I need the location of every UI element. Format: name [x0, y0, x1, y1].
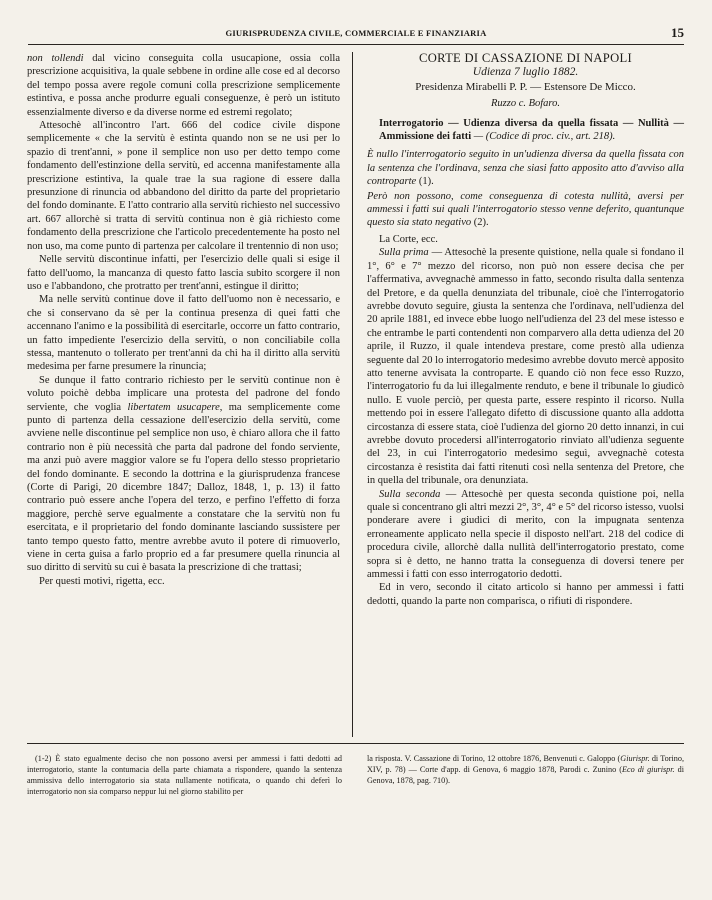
maxim-2 [367, 190, 684, 230]
sulla-prima-label: Sulla prima [379, 247, 429, 259]
subject-code-ref: — (Codice di proc. civ., art. 218). [471, 131, 616, 143]
presidency-line: Presidenza Mirabelli P. P. — Estensore De Micco. [415, 80, 636, 93]
footnote-right-italic-1: Giurispr. [620, 754, 650, 763]
left-column [27, 52, 340, 588]
paragraph-ed-in-vero: Ed in vero, secondo il citato articolo si hanno per ammessi i fatti dedotti, quando la parte non comparisca, o rifiuti di rispondere. [367, 582, 684, 607]
paragraph-sulla-seconda [367, 488, 684, 582]
left-paragraph-3: Nelle servitù discontinue infatti, per l'esercizio delle quali si esige il fatto dell'uomo, la mancanza di questo fatto lascia subito scorgere il non uso e l'abbandono, che protratto per trent'anni, estingue il diritto; [27, 254, 340, 292]
maxim-2-footnote-ref: (2). [473, 217, 489, 229]
court-heading: CORTE DI CASSAZIONE DI NAPOLI [419, 51, 632, 65]
left-paragraph-1 [27, 52, 340, 119]
hearing-date: Udienza 7 luglio 1882. [472, 66, 579, 79]
right-column [367, 52, 684, 608]
footnote-right [367, 753, 684, 786]
subject-heading [367, 117, 684, 144]
left-paragraph-2: Attesochè all'incontro l'art. 666 del codice civile dispone semplicemente « che la servitù è estinta quando non se ne usi per lo spazio di trent'anni, » pone il semplice non uso per detto tempo come fondamento dell'estinzione della servitù, ed accenna manifestamente alla prescrizione estintiva, la quale trae la sua ragione di essere dalla presunzione di rinuncia od abbandono del diritto da parte del proprietario del fondo dominante. E l'atto contrario alla servitù richiesto nel successivo art. 667 allorchè si tratta di servitù continua non è già richiesto come fondamento della prescrizione che l'articolo precedentemente ha posto nel non uso, ma come punto di partenza per calcolare il trentennio di non uso; [27, 120, 341, 252]
column-divider [352, 52, 353, 737]
parties-line: Ruzzo c. Bofaro. [490, 98, 561, 110]
p5-text-b: , ma semplicemente come punto di partenza della cessazione dell'esercizio della servitù, come avviene nelle discontinue pel semplice non uso, è chiaro allora che il fatto contrario non è più necessità che parta dal padrone del fondo serviente, ma anzi può avere maggior valore se fu l'opera dello stesso proprietario del fondo dominante. E secondo la dottrina e la giurisprudenza francese (Corte di Parigi, 20 dicembre 1847; Dalloz, 1848, 1, p. 13) il fatto contrario può essere anche l'opera del terzo, e perfino l'effetto di forza maggiore, perchè serve egualmente a constatare che la servitù non fu esercitata, e il proprietario del fondo dominante lasciando sussistere per tanto tempo questo fatto, mentre avrebbe avuto il potere di rimuoverlo, viene in certa guisa a farlo proprio ed a far presumere quella rinuncia al suo diritto di servitù su cui è basata la prescrizione di che trattasi; [27, 401, 340, 574]
footnote-right-italic-2: Eco di giurispr. [621, 765, 675, 774]
left-paragraph-5 [27, 374, 340, 575]
p5-text-a: Se dunque il fatto contrario richiesto per le servitù continue non è voluto poichè debba implicare una protesta del padrone del fondo serviente, che voglia [27, 374, 340, 413]
footnote-rule [27, 743, 684, 744]
footnote-right-text-b: di Torino, XIV, p. 78) — Corte d'app. di Genova, 6 maggio 1878, Parodi c. Zunino ( [367, 754, 684, 774]
p1-italic-lead: non tollendi [27, 53, 84, 64]
court-opening: La Corte, ecc. [379, 233, 438, 245]
page-number: 15 [671, 25, 684, 40]
maxim-2-text: Però non possono, come conseguenza di cotesta nullità, aversi per ammessi i fatti sui quali l'interrogatorio stesso venne deferito, quantunque questo sia stato negativo [367, 190, 684, 229]
footnote-right-text-a: la risposta. V. Cassazione di Torino, 12 ottobre 1876, Benvenuti c. Galoppo ( [367, 754, 621, 763]
paragraph-sulla-prima [367, 246, 684, 487]
maxim-1-footnote-ref: (1). [418, 176, 434, 188]
running-title: GIURISPRUDENZA CIVILE, COMMERCIALE E FINANZIARIA [225, 28, 487, 38]
subject-bold: Interrogatorio — Udienza diversa da quella fissata — Nullità — Ammissione dei fatti [379, 117, 684, 143]
maxim-1 [367, 148, 684, 188]
p1-text: dal vicino conseguita colla usucapione, ossia colla prescrizione acquisitiva, la quale sebbene in ordine alle cose ed al decorso del tempo possa avere regole comuni colla prescrizione semplicemente estintiva, e possa anche produrre eguali conseguenze, è però un istituto essenzialmente diverso e da diverse norme ed estremi regolato; [27, 53, 340, 118]
left-paragraph-4: Ma nelle servitù continue dove il fatto dell'uomo non è necessario, e che si conservano da sè per la continua presenza di quei fatti che accennano l'animo e la possibilità di esercitarle, occorre un fatto contrario, un fatto impediente l'esercizio della servitù, o non conciliabile colla stessa, mantenuto o tollerato per trent'anni da chi ha il diritto alla servitù medesima per farne presumere la rinuncia; [27, 294, 340, 373]
sulla-seconda-text: — Attesochè per questa seconda quistione poi, nella quale si concentrano gli altri mezzi 2°, 3°, 4° e 5° del ricorso istesso, vuolsi ponderare avere i giudici di merito, con la impugnata sentenza erroneamente applicato nella specie il disposto nell'art. 218 del codice di procedura civile, allorchè dalla nullità dell'interrogatorio prestato, come sopra si è detto, ne hanno tratta la conseguenza di doversi tenere per ammessi i fatti con esso interrogatorio dedotti. [367, 488, 684, 581]
footnote-right-text-c: di Genova, 1878, pag. 710). [367, 765, 684, 785]
p5-italic: libertatem usucapere [127, 401, 220, 413]
maxim-1-text: È nullo l'interrogatorio seguito in un'udienza diversa da quella fissata con la sentenza che l'ordinava, senza che siasi fatto apposito atto d'avviso alla controparte [367, 149, 684, 188]
sulla-prima-text: — Attesochè la presente quistione, nella quale si fondano il 1°, 6° e 7° mezzo del ricorso, non può non essere decisa che per l'affermativa, avvegnachè ammesso in fatto, secondo risulta dalla sentenza del Pretore, e da quella denunziata del tribunale, cioè che l'interrogatorio avrebbe dovuto seguire, giusta la sentenza che l'ordinava, nell'udienza del 20 aprile 1881, ed invece ebbe luogo nell'udienza del 23 del mese istesso e che entrambe le parti contendenti non comparvero alla detta udienza del 20 aprile, il Ruzzo, il quale intendeva prestare, come prestò alla udienza seguente dal 20 lo interrogatorio medesimo avrebbe dovuto mercè apposito atto tenerne avvisata la controparte. E quando ciò non fece esso Ruzzo, l'interrogatorio fu da lui illegalmente renduto, e bene il tribunale lo giudicò nullo. E vuole perciò, per questa parte, essere respinto il ricorso. Nulla mettendo poi in essere l'allegato difetto di discussione quanto alla addotta circostanza di essere stata, cioè l'udienza del giorno 20 detto innanzi, in cui avrebbe dovuto procedersi all'interrogatorio rinviato all'udienza seguente del 23, in cui l'interrogatorio medesimo seguì, avvegnachè cotesta circostanza è resistita dai fatti ritenuti così nella sentenza del Pretore, che in quella del tribunale, ora denunziata. [367, 247, 685, 487]
running-header [28, 26, 684, 45]
left-paragraph-6: Per questi motivi, rigetta, ecc. [39, 575, 165, 587]
footnote-left: (1-2) È stato egualmente deciso che non possono aversi per ammessi i fatti dedotti ad interrogatorio, stante la contumacia della parte chiamata a rispondere, quando la sentenza ammissiva dello interrogatorio sia stata nullamente notificata, o quando chi deferì lo interrogatorio non sia comparso neppur lui nel giorno stabilito per [27, 754, 342, 796]
sulla-seconda-label: Sulla seconda [379, 488, 441, 500]
